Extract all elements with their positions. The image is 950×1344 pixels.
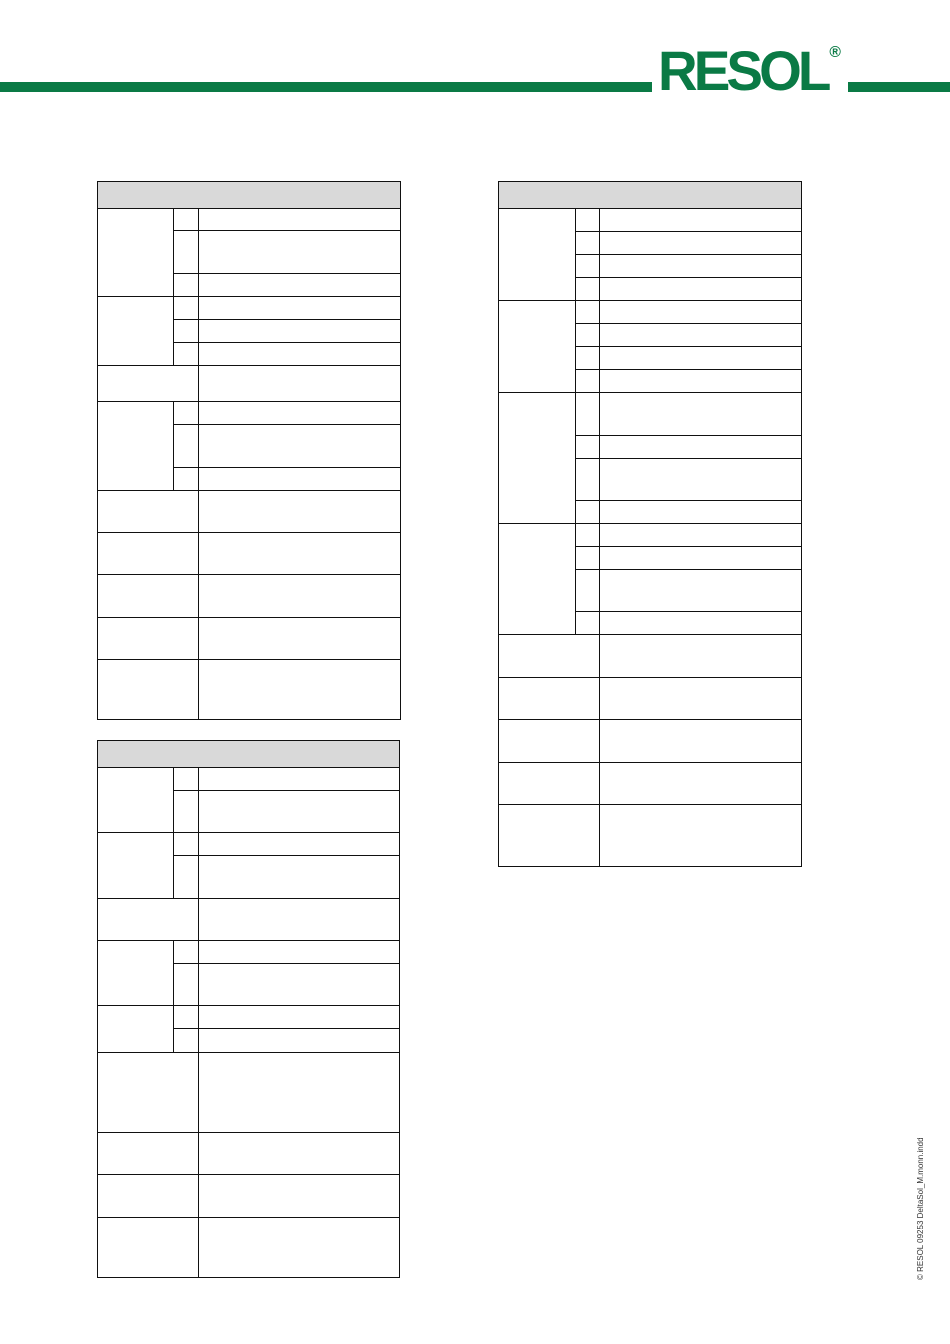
table-b-group-cell <box>98 1133 199 1175</box>
table-b-desc-cell <box>199 964 400 1006</box>
table-a-code-cell <box>174 297 199 320</box>
table-b-desc-cell <box>199 941 400 964</box>
table-a-group-cell <box>98 366 199 402</box>
table-b-desc-cell <box>199 1175 400 1218</box>
table-b-code-cell <box>174 941 199 964</box>
table-b-code-cell <box>174 856 199 899</box>
table-a-group-cell <box>98 209 174 297</box>
table-c-code-cell <box>576 255 600 278</box>
table-a-code-cell <box>174 425 199 468</box>
table-b-code-cell <box>174 964 199 1006</box>
table-b-desc-cell <box>199 768 400 791</box>
table-c-group-cell <box>499 805 600 867</box>
table-b-desc-cell <box>199 899 400 941</box>
table-c-desc-cell <box>600 278 802 301</box>
table-a-group-cell <box>98 297 174 366</box>
copyright-note: © RESOL 09253 DeltaSol_M.monn.indd <box>916 1137 925 1280</box>
table-c-desc-cell <box>600 324 802 347</box>
table-a-desc-cell <box>199 343 401 366</box>
table-c-code-cell <box>576 278 600 301</box>
table-c-header <box>499 182 802 209</box>
table-a-code-cell <box>174 343 199 366</box>
table-a-code-cell <box>174 468 199 491</box>
table-b-group-cell <box>98 1218 199 1278</box>
table-c-desc-cell <box>600 635 802 678</box>
header-rule-left <box>0 82 652 92</box>
table-a-group-cell <box>98 402 174 491</box>
table-b-group-cell <box>98 1175 199 1218</box>
table-c-code-cell <box>576 612 600 635</box>
table-a-code-cell <box>174 320 199 343</box>
table-b-desc-cell <box>199 791 400 833</box>
table-b <box>97 740 400 1278</box>
table-b-code-cell <box>174 833 199 856</box>
table-c-desc-cell <box>600 370 802 393</box>
table-b-desc-cell <box>199 1218 400 1278</box>
table-a-desc-cell <box>199 320 401 343</box>
table-b-desc-cell <box>199 1029 400 1053</box>
table-a-desc-cell <box>199 533 401 575</box>
table-a-desc-cell <box>199 209 401 231</box>
table-a-desc-cell <box>199 402 401 425</box>
table-c-group-cell <box>499 393 576 524</box>
table-c-desc-cell <box>600 347 802 370</box>
table-a-group-cell <box>98 660 199 720</box>
table-a-code-cell <box>174 402 199 425</box>
table-c-code-cell <box>576 547 600 570</box>
table-c-code-cell <box>576 232 600 255</box>
table-c-code-cell <box>576 570 600 612</box>
table-c-code-cell <box>576 436 600 459</box>
table-c-group-cell <box>499 301 576 393</box>
table-c-group-cell <box>499 763 600 805</box>
table-c-desc-cell <box>600 547 802 570</box>
table-c-code-cell <box>576 370 600 393</box>
table-c-desc-cell <box>600 301 802 324</box>
table-c-desc-cell <box>600 393 802 436</box>
table-c-desc-cell <box>600 612 802 635</box>
table-c-code-cell <box>576 324 600 347</box>
table-c-code-cell <box>576 459 600 501</box>
table-a-group-cell <box>98 618 199 660</box>
table-b-code-cell <box>174 1006 199 1029</box>
table-a-header <box>98 182 401 209</box>
table-c-desc-cell <box>600 524 802 547</box>
table-a-code-cell <box>174 231 199 274</box>
table-a-desc-cell <box>199 575 401 618</box>
table-c-desc-cell <box>600 459 802 501</box>
table-c-desc-cell <box>600 805 802 867</box>
table-b-group-cell <box>98 768 174 833</box>
resol-logo: RESOL ® <box>658 39 841 102</box>
table-b-desc-cell <box>199 1053 400 1133</box>
table-b-group-cell <box>98 1006 174 1053</box>
table-c <box>498 181 802 867</box>
header-rule-right <box>848 82 950 92</box>
table-c-code-cell <box>576 301 600 324</box>
table-a-desc-cell <box>199 468 401 491</box>
table-b-code-cell <box>174 791 199 833</box>
table-c-desc-cell <box>600 255 802 278</box>
table-a-desc-cell <box>199 297 401 320</box>
table-c-desc-cell <box>600 763 802 805</box>
table-c-desc-cell <box>600 678 802 720</box>
table-c-code-cell <box>576 393 600 436</box>
table-c-code-cell <box>576 524 600 547</box>
table-c-group-cell <box>499 524 576 635</box>
table-a-group-cell <box>98 575 199 618</box>
table-b-code-cell <box>174 1029 199 1053</box>
table-b-desc-cell <box>199 856 400 899</box>
table-a-group-cell <box>98 491 199 533</box>
table-c-group-cell <box>499 635 600 678</box>
table-a <box>97 181 401 720</box>
table-a-desc-cell <box>199 231 401 274</box>
table-a-desc-cell <box>199 425 401 468</box>
table-c-group-cell <box>499 678 600 720</box>
table-b-group-cell <box>98 899 199 941</box>
table-c-desc-cell <box>600 720 802 763</box>
table-c-desc-cell <box>600 436 802 459</box>
table-c-group-cell <box>499 720 600 763</box>
table-b-group-cell <box>98 1053 199 1133</box>
table-b-desc-cell <box>199 833 400 856</box>
table-a-group-cell <box>98 533 199 575</box>
table-c-desc-cell <box>600 209 802 232</box>
table-b-group-cell <box>98 941 174 1006</box>
table-a-code-cell <box>174 274 199 297</box>
table-a-desc-cell <box>199 618 401 660</box>
table-c-group-cell <box>499 209 576 301</box>
table-c-desc-cell <box>600 501 802 524</box>
table-c-code-cell <box>576 501 600 524</box>
table-c-desc-cell <box>600 570 802 612</box>
table-b-code-cell <box>174 768 199 791</box>
table-b-desc-cell <box>199 1006 400 1029</box>
table-a-desc-cell <box>199 274 401 297</box>
table-b-desc-cell <box>199 1133 400 1175</box>
table-c-code-cell <box>576 347 600 370</box>
table-c-code-cell <box>576 209 600 232</box>
table-a-desc-cell <box>199 366 401 402</box>
table-b-group-cell <box>98 833 174 899</box>
table-c-desc-cell <box>600 232 802 255</box>
table-b-header <box>98 741 400 768</box>
table-a-desc-cell <box>199 491 401 533</box>
table-a-desc-cell <box>199 660 401 720</box>
table-a-code-cell <box>174 209 199 231</box>
